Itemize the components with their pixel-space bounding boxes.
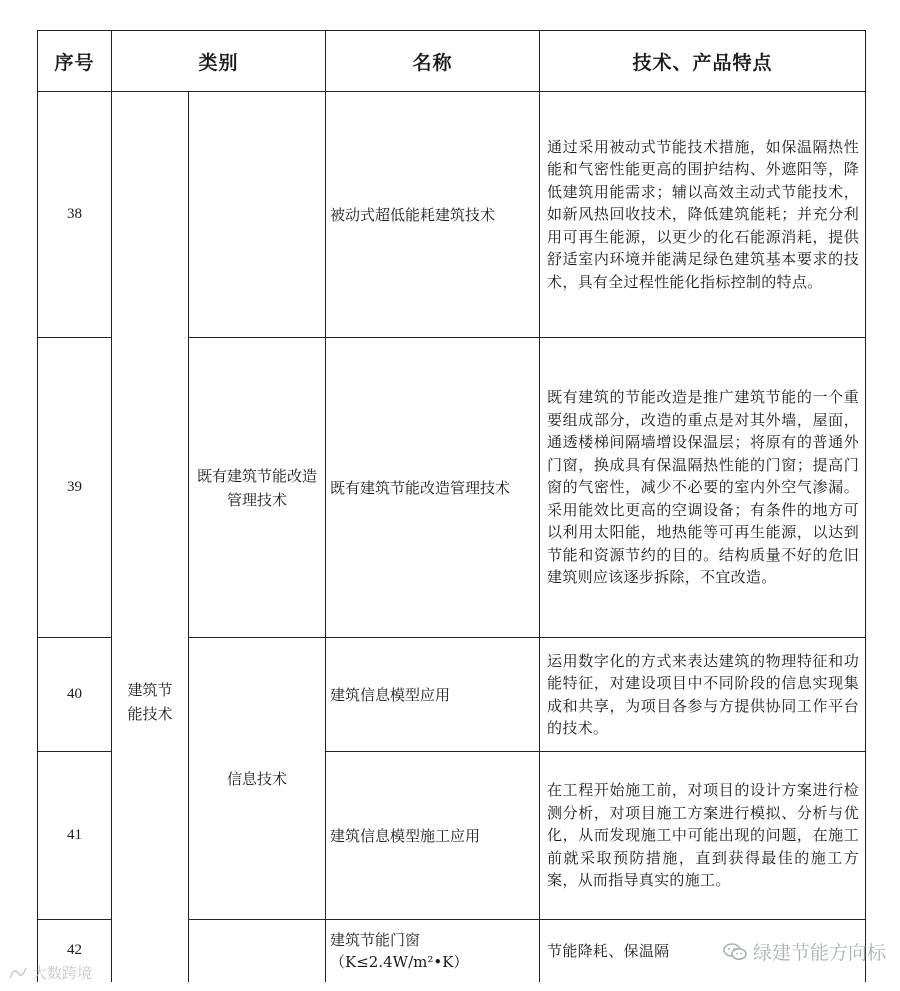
row-index: 39: [38, 338, 112, 638]
header-category: 类别: [112, 31, 326, 92]
watermark-left: [8, 962, 92, 983]
row-name: 被动式超低能耗建筑技术: [326, 92, 540, 338]
watermark-right: [723, 938, 886, 965]
table-row: [38, 92, 866, 338]
header-index: 序号: [38, 31, 112, 92]
row-name: 建筑信息模型施工应用: [326, 752, 540, 920]
header-features: 技术、产品特点: [540, 31, 866, 92]
row-name: 建筑信息模型应用: [326, 638, 540, 752]
category-main-label: 建筑节能技术: [127, 680, 173, 723]
table-header-row: [38, 31, 866, 92]
tech-table: [37, 30, 866, 982]
row-features: 节能降耗、保温隔: [540, 920, 866, 982]
row-name: 既有建筑节能改造管理技术: [326, 338, 540, 638]
watermark-left-text: 大数跨境: [32, 964, 93, 982]
row-subcategory: 既有建筑节能改造管理技术: [189, 338, 326, 638]
brand-logo-icon: [8, 966, 28, 980]
row-features: 既有建筑的节能改造是推广建筑节能的一个重要组成部分，改造的重点是对其外墙，屋面，通透楼梯间隔墙增设保温层；将原有的普通外门窗，换成具有保温隔热性能的门窗；提高门窗的气密性，减少不必要的室内外空气渗漏。采用能效比更高的空调设备；有条件的地方可以利用太阳能，地热能等可再生能源，以达到节能和资源节约的目的。结构质量不好的危旧建筑则应该逐步拆除，不宜改造。: [540, 338, 866, 638]
row-features: 通过采用被动式节能技术措施，如保温隔热性能和气密性能更高的围护结构、外遮阳等，降低建筑用能需求；辅以高效主动式节能技术，如新风热回收技术，降低建筑能耗；并充分利用可再生能源，以更少的化石能源消耗，提供舒适室内环境并能满足绿色建筑基本要求的技术，具有全过程性能化指标控制的特点。: [540, 92, 866, 338]
wechat-icon: [723, 943, 747, 961]
row-index: 38: [38, 92, 112, 338]
row-index: 42: [38, 920, 112, 982]
category-info: 信息技术: [189, 638, 326, 920]
row-features: 运用数字化的方式来表达建筑的物理特征和功能特征，对建设项目中不同阶段的信息实现集成和共享，为项目各参与方提供协同工作平台的技术。: [540, 638, 866, 752]
row-features: 在工程开始施工前，对项目的设计方案进行检测分析，对项目施工方案进行模拟、分析与优化，从而发现施工中可能出现的问题，在施工前就采取预防措施，直到获得最佳的施工方案，从而指导真实的施工。: [540, 752, 866, 920]
row-index: 40: [38, 638, 112, 752]
header-name: 名称: [326, 31, 540, 92]
row-index: 41: [38, 752, 112, 920]
subcategory-empty: [189, 920, 326, 982]
row-name: 建筑节能门窗（K≤2.4W/m²•K）: [326, 920, 540, 982]
category-main-cell: [112, 92, 189, 982]
watermark-right-text: 绿建节能方向标: [752, 942, 886, 964]
subcategory-empty: [189, 92, 326, 338]
